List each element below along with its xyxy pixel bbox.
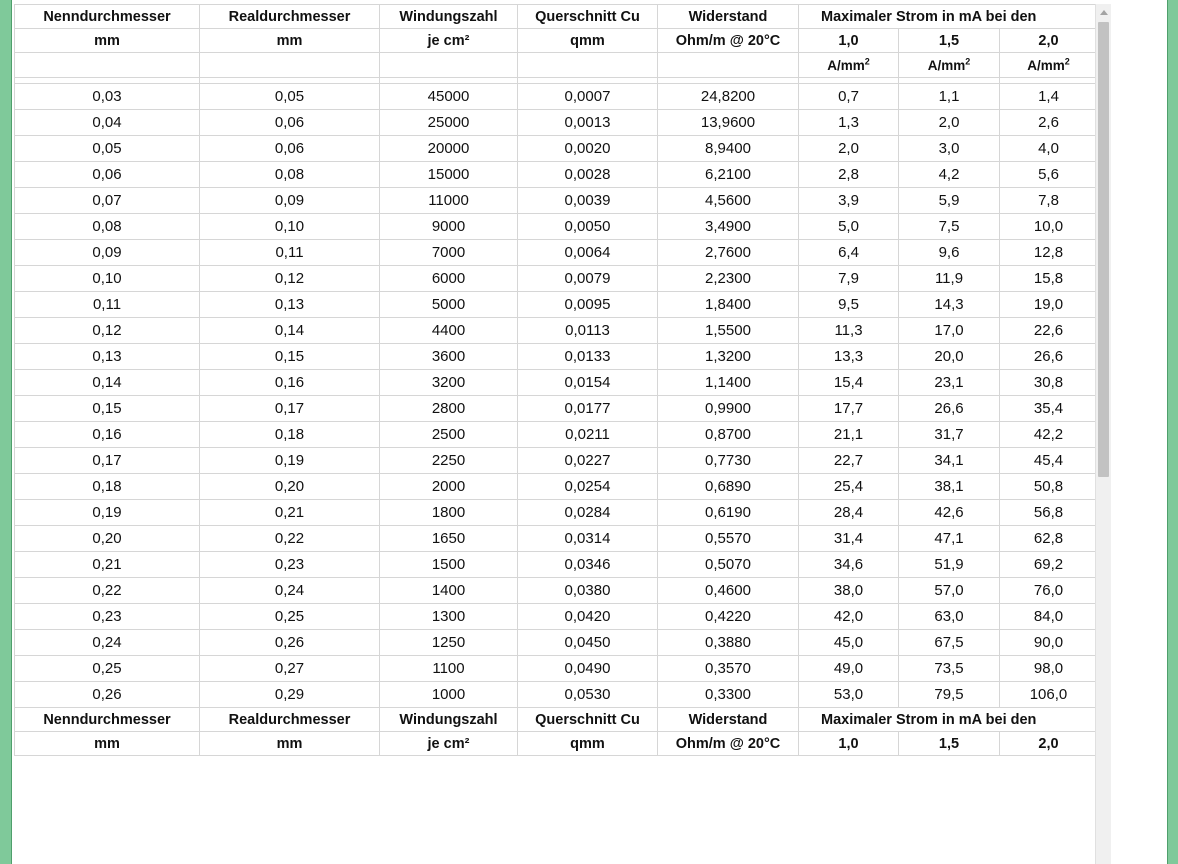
unit-widerstand: Ohm/m @ 20°C <box>658 29 799 53</box>
table-cell: 0,10 <box>200 214 380 240</box>
empty-cell <box>518 53 658 78</box>
table-cell: 5,9 <box>899 188 1000 214</box>
table-cell: 11,3 <box>799 318 899 344</box>
header-querschnitt: Querschnitt Cu <box>518 5 658 29</box>
table-cell: 0,0346 <box>518 552 658 578</box>
table-cell: 2,8 <box>799 162 899 188</box>
table-cell: 0,11 <box>200 240 380 266</box>
table-cell: 10,0 <box>1000 214 1098 240</box>
table-cell: 84,0 <box>1000 604 1098 630</box>
table-cell: 0,03 <box>15 84 200 110</box>
table-cell: 15,8 <box>1000 266 1098 292</box>
table-cell: 1,8400 <box>658 292 799 318</box>
table-cell: 0,0380 <box>518 578 658 604</box>
table-cell: 0,0254 <box>518 474 658 500</box>
table-cell: 34,1 <box>899 448 1000 474</box>
table-cell: 0,0530 <box>518 682 658 708</box>
table-cell: 0,0050 <box>518 214 658 240</box>
table-cell: 49,0 <box>799 656 899 682</box>
table-cell: 0,29 <box>200 682 380 708</box>
header-cell: Windungszahl <box>380 708 518 732</box>
header-row-titles <box>15 5 1106 29</box>
table-cell: 38,1 <box>899 474 1000 500</box>
table-cell: 2500 <box>380 422 518 448</box>
table-cell: 76,0 <box>1000 578 1098 604</box>
table-cell: 0,12 <box>200 266 380 292</box>
table-cell: 0,19 <box>15 500 200 526</box>
wire-gauge-table <box>14 4 1105 756</box>
table-cell: 90,0 <box>1000 630 1098 656</box>
table-cell: 0,06 <box>200 136 380 162</box>
table-cell: 0,0177 <box>518 396 658 422</box>
table-cell: 2,2300 <box>658 266 799 292</box>
table-cell: 0,18 <box>200 422 380 448</box>
table-cell: 0,3300 <box>658 682 799 708</box>
table-cell: 45000 <box>380 84 518 110</box>
density-unit-exp: 2 <box>965 56 971 66</box>
table-cell: 0,0113 <box>518 318 658 344</box>
table-cell: 26,6 <box>899 396 1000 422</box>
table-cell: 8,9400 <box>658 136 799 162</box>
table-row <box>15 526 1106 552</box>
table-cell: 63,0 <box>899 604 1000 630</box>
table-cell: 0,3570 <box>658 656 799 682</box>
table-cell: 0,0314 <box>518 526 658 552</box>
table-row <box>15 84 1106 110</box>
header-cell: 1,0 <box>799 732 899 756</box>
table-cell: 25,4 <box>799 474 899 500</box>
table-cell: 1,4 <box>1000 84 1098 110</box>
table-cell: 34,6 <box>799 552 899 578</box>
table-cell: 4,5600 <box>658 188 799 214</box>
header-cell: 2,0 <box>1000 732 1098 756</box>
table-cell: 17,7 <box>799 396 899 422</box>
table-cell: 0,0013 <box>518 110 658 136</box>
table-cell: 17,0 <box>899 318 1000 344</box>
table-cell: 31,7 <box>899 422 1000 448</box>
table-row <box>15 552 1106 578</box>
density-unit-exp: 2 <box>864 56 870 66</box>
table-cell: 0,16 <box>15 422 200 448</box>
density-unit-cell <box>1000 53 1098 78</box>
table-row <box>15 604 1106 630</box>
table-cell: 0,15 <box>15 396 200 422</box>
table-cell: 5,6 <box>1000 162 1098 188</box>
table-cell: 1250 <box>380 630 518 656</box>
table-cell: 0,0095 <box>518 292 658 318</box>
table-cell: 0,12 <box>15 318 200 344</box>
table-cell: 1,3200 <box>658 344 799 370</box>
table-cell: 0,8700 <box>658 422 799 448</box>
table-cell: 23,1 <box>899 370 1000 396</box>
table-cell: 15000 <box>380 162 518 188</box>
content-viewport <box>12 0 1167 864</box>
table-cell: 4,2 <box>899 162 1000 188</box>
table-cell: 0,4220 <box>658 604 799 630</box>
table-cell: 0,10 <box>15 266 200 292</box>
table-cell: 0,0227 <box>518 448 658 474</box>
table-cell: 13,9600 <box>658 110 799 136</box>
header-cell: Widerstand <box>658 708 799 732</box>
header-cell: Querschnitt Cu <box>518 708 658 732</box>
table-cell: 0,15 <box>200 344 380 370</box>
table-row <box>15 318 1106 344</box>
table-cell: 1800 <box>380 500 518 526</box>
table-cell: 20,0 <box>899 344 1000 370</box>
window-frame-right <box>1167 0 1178 864</box>
unit-querschnitt: qmm <box>518 29 658 53</box>
table-cell: 2800 <box>380 396 518 422</box>
table-row <box>15 682 1106 708</box>
table-cell: 6000 <box>380 266 518 292</box>
table-cell: 45,4 <box>1000 448 1098 474</box>
table-cell: 106,0 <box>1000 682 1098 708</box>
table-cell: 0,9900 <box>658 396 799 422</box>
table-cell: 0,24 <box>15 630 200 656</box>
table-cell: 0,0133 <box>518 344 658 370</box>
table-cell: 9,5 <box>799 292 899 318</box>
unit-nenndurchmesser: mm <box>15 29 200 53</box>
table-cell: 0,0284 <box>518 500 658 526</box>
table-cell: 2,0 <box>799 136 899 162</box>
density-1-0: 1,0 <box>799 29 899 53</box>
table-cell: 13,3 <box>799 344 899 370</box>
table-cell: 0,0490 <box>518 656 658 682</box>
header-cell: mm <box>15 732 200 756</box>
table-cell: 42,6 <box>899 500 1000 526</box>
table-cell: 25000 <box>380 110 518 136</box>
table-cell: 6,4 <box>799 240 899 266</box>
table-cell: 20000 <box>380 136 518 162</box>
header-windungszahl: Windungszahl <box>380 5 518 29</box>
density-unit-exp: 2 <box>1064 56 1070 66</box>
table-row <box>15 422 1106 448</box>
table-cell: 1,5500 <box>658 318 799 344</box>
table-cell: 0,13 <box>15 344 200 370</box>
table-cell: 45,0 <box>799 630 899 656</box>
table-cell: 3600 <box>380 344 518 370</box>
header-row-density-units <box>15 53 1106 78</box>
table-cell: 0,26 <box>15 682 200 708</box>
vertical-scrollbar[interactable] <box>1095 4 1111 864</box>
table-cell: 7,5 <box>899 214 1000 240</box>
table-row <box>15 656 1106 682</box>
table-cell: 1,1400 <box>658 370 799 396</box>
table-cell: 0,0420 <box>518 604 658 630</box>
table-cell: 98,0 <box>1000 656 1098 682</box>
table-cell: 0,6190 <box>658 500 799 526</box>
table-row <box>15 500 1106 526</box>
header-widerstand: Widerstand <box>658 5 799 29</box>
wire-table-scroll-area[interactable] <box>14 4 1105 864</box>
window-frame-left <box>0 0 12 864</box>
table-cell: 0,11 <box>15 292 200 318</box>
table-cell: 1000 <box>380 682 518 708</box>
header-cell: Nenndurchmesser <box>15 708 200 732</box>
table-cell: 0,0028 <box>518 162 658 188</box>
table-cell: 35,4 <box>1000 396 1098 422</box>
header-nenndurchmesser: Nenndurchmesser <box>15 5 200 29</box>
unit-realdurchmesser: mm <box>200 29 380 53</box>
table-row <box>15 110 1106 136</box>
table-cell: 0,19 <box>200 448 380 474</box>
table-cell: 1300 <box>380 604 518 630</box>
table-row <box>15 292 1106 318</box>
table-cell: 2,0 <box>899 110 1000 136</box>
table-cell: 0,08 <box>15 214 200 240</box>
table-cell: 0,7 <box>799 84 899 110</box>
unit-windungszahl: je cm² <box>380 29 518 53</box>
table-cell: 57,0 <box>899 578 1000 604</box>
table-cell: 38,0 <box>799 578 899 604</box>
table-cell: 21,1 <box>799 422 899 448</box>
table-cell: 3,4900 <box>658 214 799 240</box>
table-cell: 3200 <box>380 370 518 396</box>
table-cell: 0,20 <box>200 474 380 500</box>
table-cell: 4400 <box>380 318 518 344</box>
header-max-strom: Maximaler Strom in mA bei den <box>799 708 1106 732</box>
scrollbar-thumb[interactable] <box>1098 22 1109 477</box>
table-cell: 50,8 <box>1000 474 1098 500</box>
header-row-units <box>15 29 1106 53</box>
table-cell: 0,06 <box>200 110 380 136</box>
table-cell: 0,0211 <box>518 422 658 448</box>
table-row <box>15 396 1106 422</box>
table-cell: 22,6 <box>1000 318 1098 344</box>
table-row <box>15 240 1106 266</box>
scroll-up-icon[interactable] <box>1096 4 1112 20</box>
table-cell: 0,14 <box>200 318 380 344</box>
table-cell: 0,0007 <box>518 84 658 110</box>
table-cell: 0,09 <box>15 240 200 266</box>
density-unit-cell <box>899 53 1000 78</box>
table-cell: 53,0 <box>799 682 899 708</box>
header-cell: 1,5 <box>899 732 1000 756</box>
table-cell: 0,23 <box>15 604 200 630</box>
table-cell: 4,0 <box>1000 136 1098 162</box>
table-cell: 0,18 <box>15 474 200 500</box>
header-cell: qmm <box>518 732 658 756</box>
table-row <box>15 214 1106 240</box>
header-max-strom: Maximaler Strom in mA bei den <box>799 5 1106 29</box>
table-row <box>15 630 1106 656</box>
table-cell: 7000 <box>380 240 518 266</box>
table-row <box>15 578 1106 604</box>
table-cell: 14,3 <box>899 292 1000 318</box>
table-cell: 9,6 <box>899 240 1000 266</box>
table-cell: 0,13 <box>200 292 380 318</box>
table-cell: 1500 <box>380 552 518 578</box>
table-cell: 0,0039 <box>518 188 658 214</box>
table-cell: 7,9 <box>799 266 899 292</box>
table-cell: 0,0079 <box>518 266 658 292</box>
table-cell: 5000 <box>380 292 518 318</box>
table-cell: 0,0450 <box>518 630 658 656</box>
table-row <box>15 474 1106 500</box>
table-cell: 0,26 <box>200 630 380 656</box>
table-cell: 0,05 <box>15 136 200 162</box>
table-cell: 26,6 <box>1000 344 1098 370</box>
table-cell: 67,5 <box>899 630 1000 656</box>
empty-cell <box>15 53 200 78</box>
table-cell: 69,2 <box>1000 552 1098 578</box>
table-cell: 0,4600 <box>658 578 799 604</box>
density-1-5: 1,5 <box>899 29 1000 53</box>
table-cell: 51,9 <box>899 552 1000 578</box>
table-cell: 6,2100 <box>658 162 799 188</box>
table-cell: 1,3 <box>799 110 899 136</box>
header-cell: mm <box>200 732 380 756</box>
table-cell: 0,21 <box>15 552 200 578</box>
header-cell: Realdurchmesser <box>200 708 380 732</box>
header-realdurchmesser: Realdurchmesser <box>200 5 380 29</box>
table-cell: 2000 <box>380 474 518 500</box>
table-cell: 0,20 <box>15 526 200 552</box>
empty-cell <box>658 53 799 78</box>
table-cell: 0,6890 <box>658 474 799 500</box>
table-cell: 0,05 <box>200 84 380 110</box>
density-unit: A/mm <box>827 57 865 73</box>
table-cell: 0,23 <box>200 552 380 578</box>
table-cell: 56,8 <box>1000 500 1098 526</box>
table-cell: 24,8200 <box>658 84 799 110</box>
table-cell: 28,4 <box>799 500 899 526</box>
table-cell: 30,8 <box>1000 370 1098 396</box>
table-cell: 0,7730 <box>658 448 799 474</box>
table-row <box>15 370 1106 396</box>
header-cell: Ohm/m @ 20°C <box>658 732 799 756</box>
table-cell: 2,6 <box>1000 110 1098 136</box>
density-unit: A/mm <box>1027 57 1065 73</box>
table-cell: 15,4 <box>799 370 899 396</box>
table-cell: 1400 <box>380 578 518 604</box>
table-cell: 0,5570 <box>658 526 799 552</box>
table-cell: 2250 <box>380 448 518 474</box>
table-row <box>15 266 1106 292</box>
table-cell: 0,06 <box>15 162 200 188</box>
table-cell: 73,5 <box>899 656 1000 682</box>
table-cell: 0,08 <box>200 162 380 188</box>
table-cell: 0,04 <box>15 110 200 136</box>
table-row <box>15 136 1106 162</box>
table-cell: 0,0020 <box>518 136 658 162</box>
header-row-titles-repeat <box>15 708 1106 732</box>
table-cell: 12,8 <box>1000 240 1098 266</box>
table-cell: 3,9 <box>799 188 899 214</box>
table-cell: 62,8 <box>1000 526 1098 552</box>
table-cell: 42,0 <box>799 604 899 630</box>
table-cell: 1,1 <box>899 84 1000 110</box>
density-unit-cell <box>799 53 899 78</box>
table-cell: 0,07 <box>15 188 200 214</box>
empty-cell <box>200 53 380 78</box>
table-cell: 42,2 <box>1000 422 1098 448</box>
table-cell: 0,17 <box>15 448 200 474</box>
empty-cell <box>380 53 518 78</box>
table-cell: 0,24 <box>200 578 380 604</box>
table-row <box>15 162 1106 188</box>
table-cell: 11,9 <box>899 266 1000 292</box>
table-cell: 0,14 <box>15 370 200 396</box>
table-cell: 0,25 <box>200 604 380 630</box>
table-cell: 19,0 <box>1000 292 1098 318</box>
table-cell: 7,8 <box>1000 188 1098 214</box>
table-row <box>15 448 1106 474</box>
table-row <box>15 188 1106 214</box>
table-cell: 79,5 <box>899 682 1000 708</box>
header-row-units-repeat <box>15 732 1106 756</box>
table-cell: 22,7 <box>799 448 899 474</box>
table-cell: 0,0064 <box>518 240 658 266</box>
table-cell: 1650 <box>380 526 518 552</box>
table-cell: 0,22 <box>200 526 380 552</box>
table-cell: 0,21 <box>200 500 380 526</box>
table-cell: 47,1 <box>899 526 1000 552</box>
table-cell: 0,0154 <box>518 370 658 396</box>
table-cell: 3,0 <box>899 136 1000 162</box>
table-cell: 9000 <box>380 214 518 240</box>
table-cell: 31,4 <box>799 526 899 552</box>
header-cell: je cm² <box>380 732 518 756</box>
table-row <box>15 344 1106 370</box>
table-cell: 0,27 <box>200 656 380 682</box>
table-cell: 0,5070 <box>658 552 799 578</box>
table-cell: 0,22 <box>15 578 200 604</box>
table-cell: 0,17 <box>200 396 380 422</box>
table-cell: 11000 <box>380 188 518 214</box>
density-2-0: 2,0 <box>1000 29 1098 53</box>
table-cell: 0,16 <box>200 370 380 396</box>
table-cell: 2,7600 <box>658 240 799 266</box>
table-cell: 0,25 <box>15 656 200 682</box>
table-cell: 1100 <box>380 656 518 682</box>
table-cell: 0,09 <box>200 188 380 214</box>
table-cell: 5,0 <box>799 214 899 240</box>
density-unit: A/mm <box>927 57 966 73</box>
table-cell: 0,3880 <box>658 630 799 656</box>
